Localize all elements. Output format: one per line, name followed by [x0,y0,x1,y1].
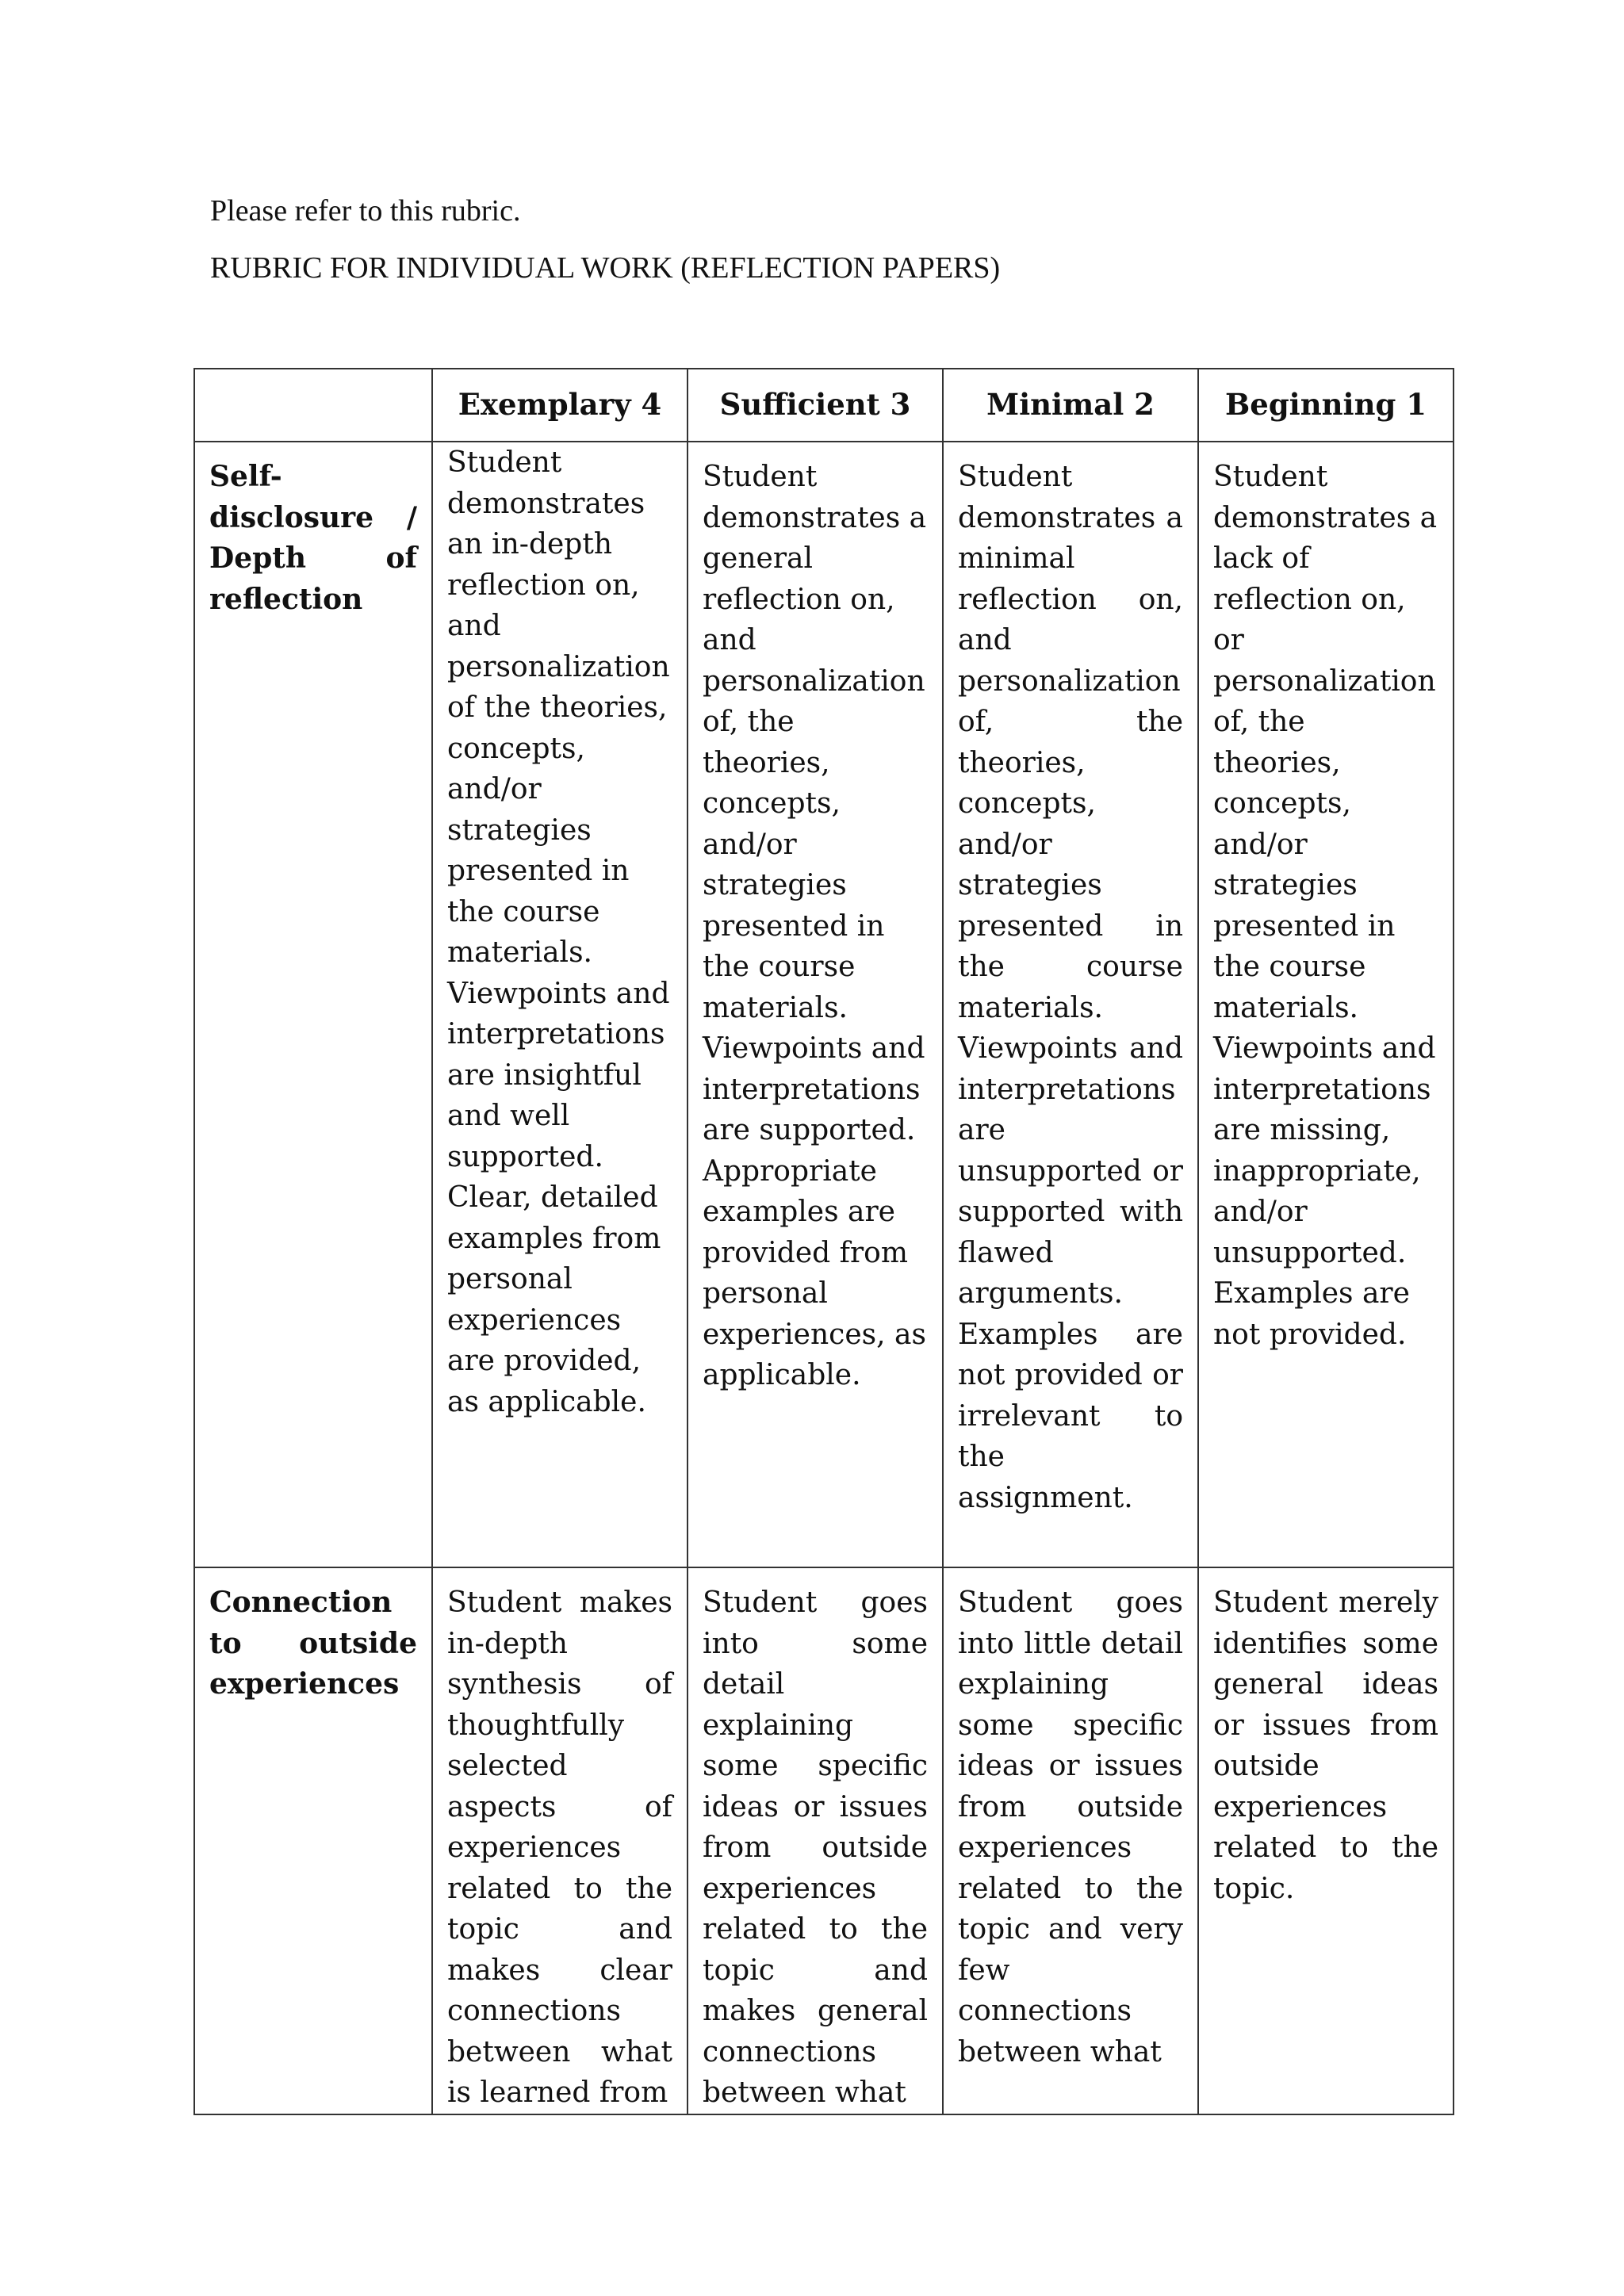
criterion-label: Connection to outside experiences [209,1586,417,1701]
cell-minimal [943,442,1198,1567]
cell-exemplary [432,1567,688,2114]
intro-text: Please refer to this rubric. [210,194,521,228]
cell-sufficient [688,1567,943,2114]
cell-text: Student goes into little detail explaining some specific ideas or issues from outside experiences related to the topic and very few connections between what [958,1586,1183,2068]
cell-beginning [1198,1567,1454,2114]
rubric-title: RUBRIC FOR INDIVIDUAL WORK (REFLECTION PAPERS) [210,251,1001,285]
rubric-table [193,368,1454,2115]
header-row [194,369,1454,442]
cell-text: Student makes in-depth synthesis of thoughtfully selected aspects of experiences related to the topic and makes clear connections between what is learned from [447,1586,672,2109]
cell-text: Student demonstrates a lack of reflection on, or personalization of, the theories, concepts, and/or strategies presented in the course materials. Viewpoints and interpretations are missing, inappropriate, and/or unsupported. Examples are not provided. [1213,461,1438,1351]
cell-exemplary [432,442,688,1567]
criterion-connection [194,1567,432,2114]
cell-minimal [943,1567,1198,2114]
criterion-self-disclosure [194,442,432,1567]
cell-text: Student demonstrates a minimal reflection on, and personalization of, the theories, concepts, and/or strategies presented in the course materials. Viewpoints and interpretations are unsupported or supported with flawed arguments. Examples are not provided or irrelevant to the assignment. [958,461,1183,1514]
cell-beginning [1198,442,1454,1567]
header-minimal: Minimal 2 [943,369,1198,442]
cell-sufficient [688,442,943,1567]
table-row [194,442,1454,1567]
header-sufficient: Sufficient 3 [688,369,943,442]
cell-text: Student merely identifies some general ideas or issues from outside experiences related to the topic. [1213,1586,1438,1905]
criterion-label: Self-disclosure / Depth of reflection [209,460,417,616]
cell-text: Student goes into some detail explaining some specific ideas or issues from outside experiences related to the topic and makes general connections between what [703,1586,928,2109]
header-empty [194,369,432,442]
table-row [194,1567,1454,2114]
header-exemplary: Exemplary 4 [432,369,688,442]
cell-text: Student demonstrates an in-depth reflection on, and personalization of the theories, concepts, and/or strategies presented in the course materials. Viewpoints and interpretations are insightful and well supported. Clear, detailed examples from personal experiences are provided, as applicable. [447,446,670,1418]
header-beginning: Beginning 1 [1198,369,1454,442]
cell-text: Student demonstrates a general reflection on, and personalization of, the theories, concepts, and/or strategies presented in the course materials. Viewpoints and interpretations are supported. Appropriate examples are provided from personal experiences, as applicable. [703,461,927,1391]
